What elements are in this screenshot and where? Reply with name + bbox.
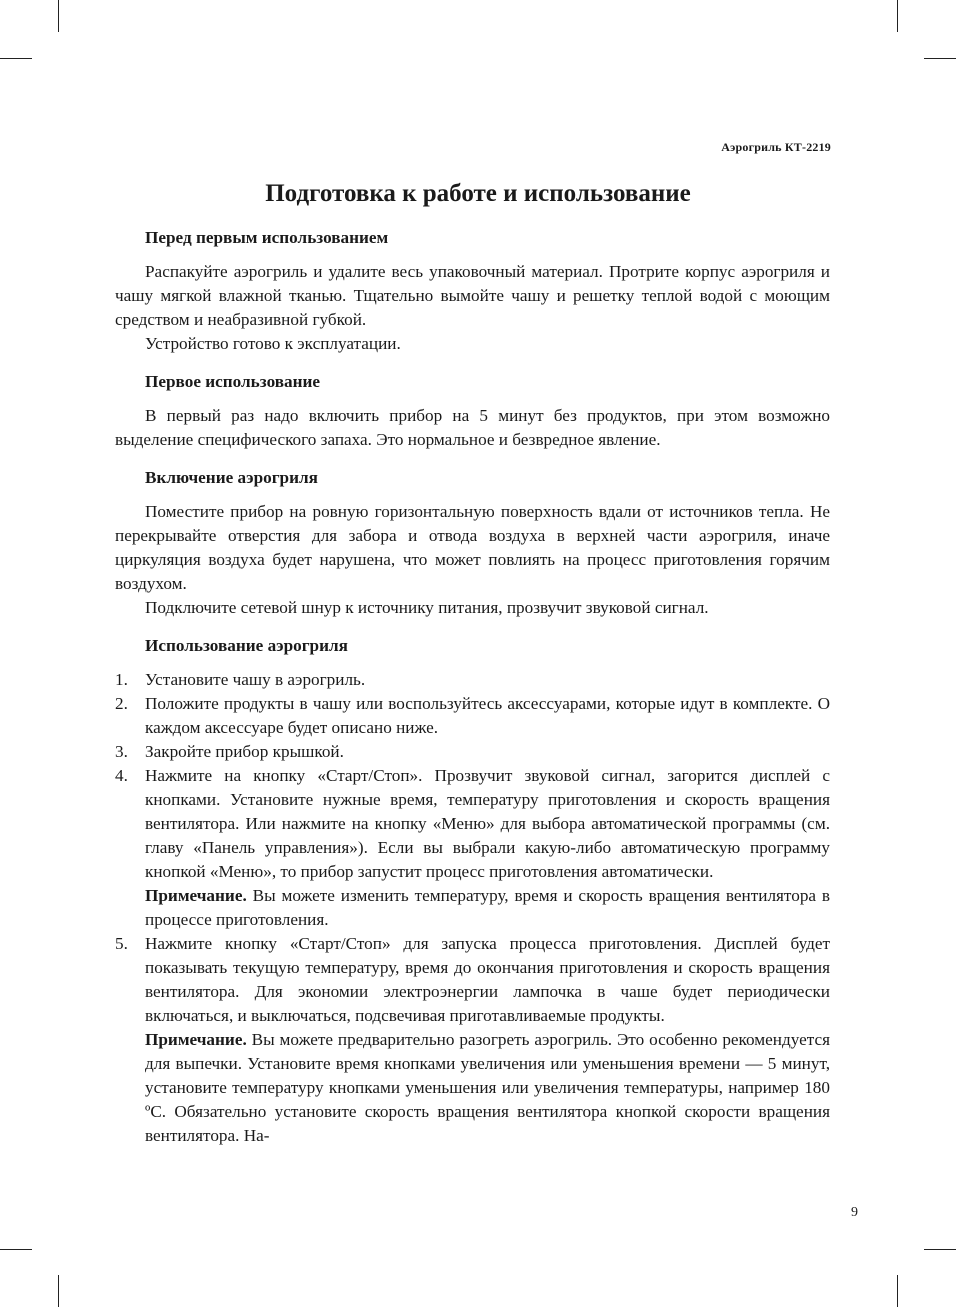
crop-mark [58,1275,59,1307]
list-number: 3. [115,742,128,761]
paragraph: Поместите прибор на ровную горизонтальную поверхность вдали от источников тепла. Не перекрывайте отверстия для забора и отвода воздуха в верхней части аэрогриля, иначе циркуляция воздуха будет нарушена, что может повлиять на процесс приготовления горячим воздухом. [115,502,830,593]
paragraph: Устройство готово к эксплуатации. [145,334,401,353]
crop-mark [0,1249,32,1250]
section-heading-before-first-use: Перед первым использованием [145,228,389,247]
paragraph: Подключите сетевой шнур к источнику питания, прозвучит звуковой сигнал. [145,598,709,617]
page-number: 9 [851,1205,858,1220]
paragraph: В первый раз надо включить прибор на 5 минут без продуктов, при этом возможно выделение специфического запаха. Это нормальное и безвредное явление. [115,406,830,449]
crop-mark [924,1249,956,1250]
page-title: Подготовка к работе и использование [265,180,691,207]
crop-mark [897,0,898,32]
list-number: 4. [115,766,128,785]
list-item-text: Положите продукты в чашу или воспользуйтесь аксессуарами, которые идут в комплекте. О каждом аксессуаре будет описано ниже. [145,694,830,737]
list-item-text: Нажмите на кнопку «Старт/Стоп». Прозвучит звуковой сигнал, загорится дисплей с кнопками. Установите нужные время, температуру приготовления и скорость вращения вентилятора. Или нажмите на кнопку «Меню» для выбора автоматической программы (см. главу «Панель управления»). Если вы выбрали какую-либо автоматическую программу кнопкой «Меню», то прибор запустит процесс приготовления автоматически. [145,766,830,881]
section-heading-first-use: Первое использование [145,372,321,391]
crop-mark [924,58,956,59]
list-item [115,764,830,932]
list-item [115,740,830,764]
crop-mark [897,1275,898,1307]
paragraph: Распакуйте аэрогриль и удалите весь упаковочный материал. Протрите корпус аэрогриля и чашу мягкой влажной тканью. Тщательно вымойте чашу и решетку теплой водой с моющим средством и неабразивной губкой. [115,262,830,329]
list-item-text: Установите чашу в аэрогриль. [145,670,366,689]
list-item [115,692,830,740]
document-body [115,226,830,1148]
note-label: Примечание. [145,886,247,905]
note-text: Вы можете предварительно разогреть аэрогриль. Это особенно рекомендуется для выпечки. Установите время кнопками увеличения или уменьшения времени — 5 минут, установите температуру кнопками уменьшения или увеличения температуры, например 180 ºС. Обязательно установите скорость вращения вентилятора кнопкой скорости вращения вентилятора. На- [145,1030,830,1145]
list-item [115,668,830,692]
list-number: 2. [115,694,128,713]
running-header: Аэрогриль КТ-2219 [721,140,831,154]
note [145,1028,830,1148]
crop-mark [58,0,59,32]
note-label: Примечание. [145,1030,247,1049]
crop-mark [0,58,32,59]
section-heading-switching-on: Включение аэрогриля [145,468,318,487]
note-text: Вы можете изменить температуру, время и скорость вращения вентилятора в процессе приготовления. [145,886,830,929]
list-item-text: Закройте прибор крышкой. [145,742,344,761]
note [145,884,830,932]
list-number: 5. [115,934,128,953]
list-number: 1. [115,670,128,689]
usage-steps-list [115,668,830,1148]
list-item-text: Нажмите кнопку «Старт/Стоп» для запуска процесса приготовления. Дисплей будет показывать текущую температуру, время до окончания приготовления и скорость вращения вентилятора. Для экономии электроэнергии лампочка в чаше будет периодически включаться, и выключаться, подсвечивая приготавливаемые продукты. [145,934,830,1025]
section-heading-usage: Использование аэрогриля [145,636,348,655]
list-item [115,932,830,1148]
